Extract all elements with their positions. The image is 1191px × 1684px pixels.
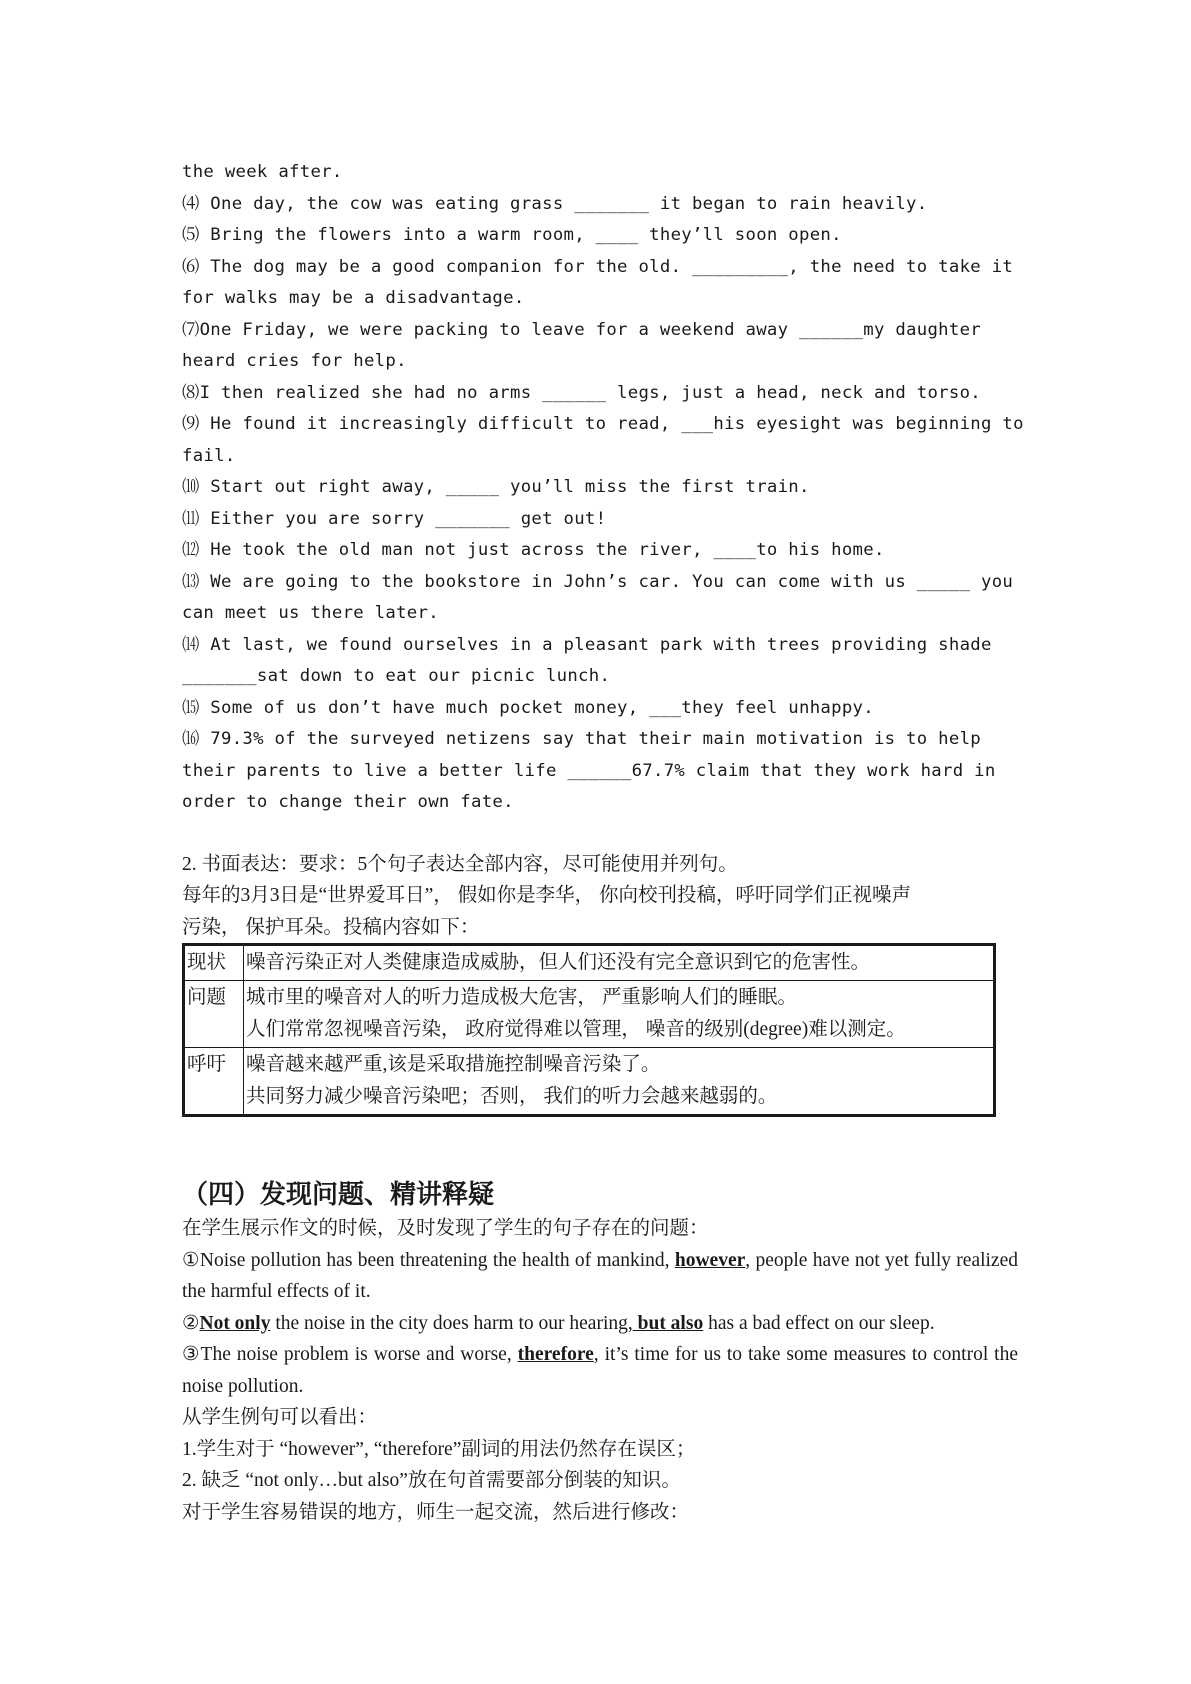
exercise-list bbox=[182, 157, 1024, 819]
exercise-line: the week after. bbox=[182, 162, 343, 182]
sentence-text: ③The noise problem is worse and worse, bbox=[182, 1344, 518, 1365]
writing-intro: 每年的3月3日是“世界爱耳日”， 假如你是李华， 你向校刊投稿，呼吁同学们正视噪声 bbox=[182, 885, 912, 906]
exercise-line: ⑼ He found it increasingly difficult to read, ___his eyesight was beginning to bbox=[182, 414, 1024, 434]
exercise-line: ⑺One Friday, we were packing to leave for a weekend away ______my daughter bbox=[182, 319, 981, 340]
table-value bbox=[244, 981, 995, 1048]
exercise-line: their parents to live a better life ______67.7% claim that they work hard in bbox=[182, 760, 996, 781]
table-line: 共同努力减少噪音污染吧；否则， 我们的听力会越来越弱的。 bbox=[246, 1086, 778, 1107]
table-value bbox=[244, 1048, 995, 1116]
conclusion-point: 2. 缺乏 “not only…but also”放在句首需要部分倒装的知识。 bbox=[182, 1470, 681, 1491]
table-key: 问题 bbox=[184, 981, 244, 1048]
sentence-text: the noise in the city does harm to our hearing, bbox=[270, 1312, 633, 1334]
writing-heading: 2. 书面表达：要求：5个句子表达全部内容，尽可能使用并列句。 bbox=[182, 853, 738, 875]
exercise-line: _______sat down to eat our picnic lunch. bbox=[182, 666, 611, 686]
exercise-line: ⑷ One day, the cow was eating grass _______ it began to rain heavily. bbox=[182, 193, 928, 214]
exercise-line: ⒃ 79.3% of the surveyed netizens say that their main motivation is to help bbox=[182, 729, 981, 749]
table-row bbox=[184, 1048, 995, 1116]
example-sentence-1 bbox=[182, 1245, 1018, 1308]
exercise-line: ⑽ Start out right away, _____ you’ll miss the first train. bbox=[182, 477, 810, 497]
exercise-line: order to change their own fate. bbox=[182, 792, 514, 812]
conclusion-point: 1.学生对于 “however”, “therefore”副词的用法仍然存在误区； bbox=[182, 1438, 696, 1460]
example-sentence-3 bbox=[182, 1339, 1018, 1402]
exercise-line: for walks may be a disadvantage. bbox=[182, 288, 525, 308]
exercise-line: can meet us there later. bbox=[182, 603, 439, 623]
table-key: 呼吁 bbox=[184, 1048, 244, 1116]
sentence-text: ①Noise pollution has been threatening the health of mankind, bbox=[182, 1249, 675, 1271]
sentence-text: ② bbox=[182, 1312, 200, 1334]
table-line: 城市里的噪音对人的听力造成极大危害， 严重影响人们的睡眠。 bbox=[246, 987, 797, 1008]
section-title: （四）发现问题、精讲释疑 bbox=[182, 1180, 495, 1210]
example-sentence-2 bbox=[182, 1308, 1018, 1340]
closing-text: 对于学生容易错误的地方，师生一起交流，然后进行修改： bbox=[182, 1501, 690, 1523]
table-line: 噪音污染正对人类健康造成威胁，但人们还没有完全意识到它的危害性。 bbox=[246, 952, 871, 973]
sentence-text: , people have not yet fully realized the harmful effects of it. bbox=[182, 1249, 1018, 1302]
exercise-line: ⒂ Some of us don’t have much pocket money, ___they feel unhappy. bbox=[182, 697, 874, 718]
exercise-line: ⑻I then realized she had no arms ______ legs, just a head, neck and torso. bbox=[182, 382, 981, 403]
exercise-line: ⒀ We are going to the bookstore in John’s car. You can come with us _____ you bbox=[182, 571, 1014, 592]
table-key: 现状 bbox=[184, 945, 244, 981]
exercise-line: ⑾ Either you are sorry _______ get out! bbox=[182, 508, 607, 529]
exercise-line: ⑿ He took the old man not just across the river, ____to his home. bbox=[182, 540, 885, 560]
table-line: 噪音越来越严重,该是采取措施控制噪音污染了。 bbox=[246, 1054, 661, 1075]
highlighted-word: but also bbox=[632, 1312, 704, 1334]
exercise-line: ⑹ The dog may be a good companion for the old. _________, the need to take it bbox=[182, 256, 1014, 277]
writing-content-table bbox=[182, 943, 996, 1117]
document-page bbox=[182, 157, 1024, 1528]
section-intro: 在学生展示作文的时候，及时发现了学生的句子存在的问题： bbox=[182, 1218, 709, 1239]
table-line: 人们常常忽视噪音污染， 政府觉得难以管理， 噪音的级别(degree)难以测定。 bbox=[246, 1019, 906, 1040]
highlighted-word: Not only bbox=[199, 1312, 271, 1334]
table-row bbox=[184, 981, 995, 1048]
writing-intro: 污染， 保护耳朵。投稿内容如下： bbox=[182, 916, 480, 938]
conclusion-heading: 从学生例句可以看出： bbox=[182, 1407, 378, 1428]
exercise-line: ⒁ At last, we found ourselves in a pleasant park with trees providing shade bbox=[182, 634, 992, 655]
highlighted-word: therefore bbox=[517, 1344, 594, 1365]
table-value bbox=[244, 945, 995, 981]
section-body bbox=[182, 1213, 1018, 1528]
writing-task bbox=[182, 849, 1018, 944]
sentence-text: has a bad effect on our sleep. bbox=[703, 1312, 935, 1334]
exercise-line: heard cries for help. bbox=[182, 351, 407, 371]
sentence-text: , it’s time for us to take some measures to control the noise pollution. bbox=[182, 1344, 1018, 1397]
exercise-line: ⑸ Bring the flowers into a warm room, ____ they’ll soon open. bbox=[182, 225, 842, 245]
exercise-line: fail. bbox=[182, 445, 236, 466]
table-row bbox=[184, 945, 995, 981]
highlighted-word: however bbox=[674, 1249, 746, 1271]
